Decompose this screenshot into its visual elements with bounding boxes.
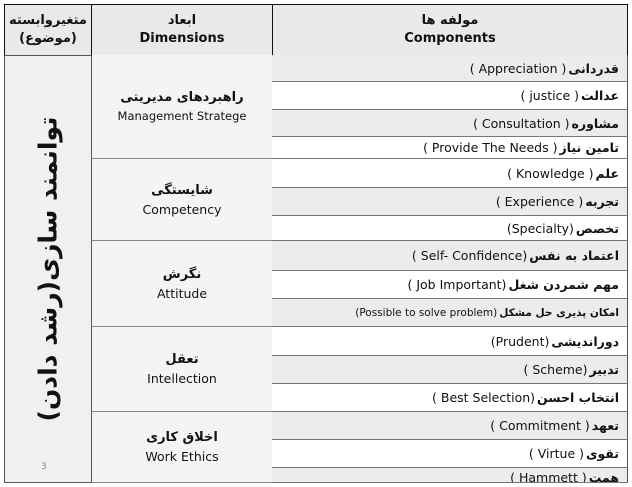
component-fa: انتخاب احسن [537, 390, 619, 405]
component-row [272, 468, 628, 483]
dimension-label-en: Attitude [156, 285, 208, 301]
dimension-competency [91, 159, 273, 241]
header-components-fa: مولفه ها [421, 13, 479, 28]
component-fa: تخصص [575, 220, 619, 236]
component-fa: همت [588, 470, 619, 483]
component-en: (Possible to solve problem) [355, 306, 498, 319]
component-en: ( Consultation ) [473, 115, 570, 131]
header-components-en: Components [404, 31, 496, 46]
dimension-label-en: Work Ethics [145, 449, 219, 464]
component-en: ( Best Selection) [432, 390, 536, 405]
dimension-label-en: Intellection [147, 371, 217, 386]
dimension-label-fa: راهبردهای مدیریتی [120, 89, 244, 105]
dimension-attitude [91, 241, 273, 327]
component-row [272, 188, 628, 216]
components-table [4, 4, 628, 483]
component-en: ( Virtue ) [528, 446, 585, 461]
component-row [272, 241, 628, 271]
component-row [272, 384, 628, 412]
component-row [272, 327, 628, 356]
header-subject-fa: متغیروابسته [9, 13, 87, 28]
component-row [272, 137, 628, 159]
dimension-label-en: Management Stratege [117, 108, 247, 123]
component-row [272, 440, 628, 468]
component-fa: قدردانی [568, 60, 619, 76]
component-en: ( Appreciation ) [469, 60, 567, 76]
component-row [272, 271, 628, 299]
component-row [272, 110, 628, 137]
component-en: ( Provide The Needs ) [423, 140, 558, 155]
component-fa: تامین نیاز [559, 140, 619, 155]
dimension-management [91, 55, 273, 159]
header-dimensions-fa: ابعاد [167, 13, 197, 28]
component-fa: مهم شمردن شغل [508, 277, 619, 292]
component-en: ( Experience ) [495, 194, 584, 209]
component-fa: تعهد [591, 418, 619, 433]
component-row [272, 356, 628, 384]
component-fa: تقوی [586, 446, 619, 461]
subject-cell [4, 55, 92, 483]
component-row [272, 216, 628, 241]
header-dimensions [91, 4, 273, 56]
component-fa: مشاوره [571, 115, 619, 131]
header-dimensions-en: Dimensions [139, 31, 225, 46]
component-row [272, 55, 628, 82]
component-en: ( Job Important) [407, 277, 507, 292]
component-en: ( Commitment ) [490, 418, 590, 433]
header-subject [4, 4, 92, 56]
component-en: (Specialty) [506, 220, 574, 236]
component-row [272, 299, 628, 327]
component-fa: تدبیر [589, 362, 619, 377]
header-subject-fa2: (موضوع) [19, 31, 77, 46]
page-number: 3 [41, 462, 47, 472]
component-en: (Prudent) [490, 333, 550, 349]
component-en: ( Scheme) [523, 362, 588, 377]
dimension-label-fa: نگرش [162, 266, 202, 282]
component-en: ( justice ) [520, 88, 580, 103]
component-fa: عدالت [581, 88, 619, 103]
component-row [272, 412, 628, 440]
dimension-label-en: Competency [142, 201, 222, 217]
dimension-intellection [91, 327, 273, 412]
component-fa: دوراندیشی [551, 333, 619, 349]
component-fa: امکان پذیری حل مشکل [499, 306, 619, 319]
dimension-label-fa: شایستگی [151, 182, 213, 198]
component-en: ( Hammett ) [510, 470, 587, 483]
dimension-label-fa: اخلاق کاری [146, 430, 218, 445]
component-row [272, 82, 628, 110]
component-en: ( Knowledge ) [507, 165, 594, 181]
header-components [272, 4, 628, 56]
dimension-work-ethics [91, 412, 273, 483]
component-en: ( Self- Confidence) [411, 248, 528, 263]
component-fa: تجربه [585, 194, 619, 209]
dimension-label-fa: تعقل [165, 352, 199, 367]
subject-title: توانمند سازی(رشد دادن) [33, 116, 63, 422]
component-fa: علم [595, 165, 619, 181]
component-fa: اعتماد به نفس [529, 248, 619, 263]
component-row [272, 159, 628, 188]
